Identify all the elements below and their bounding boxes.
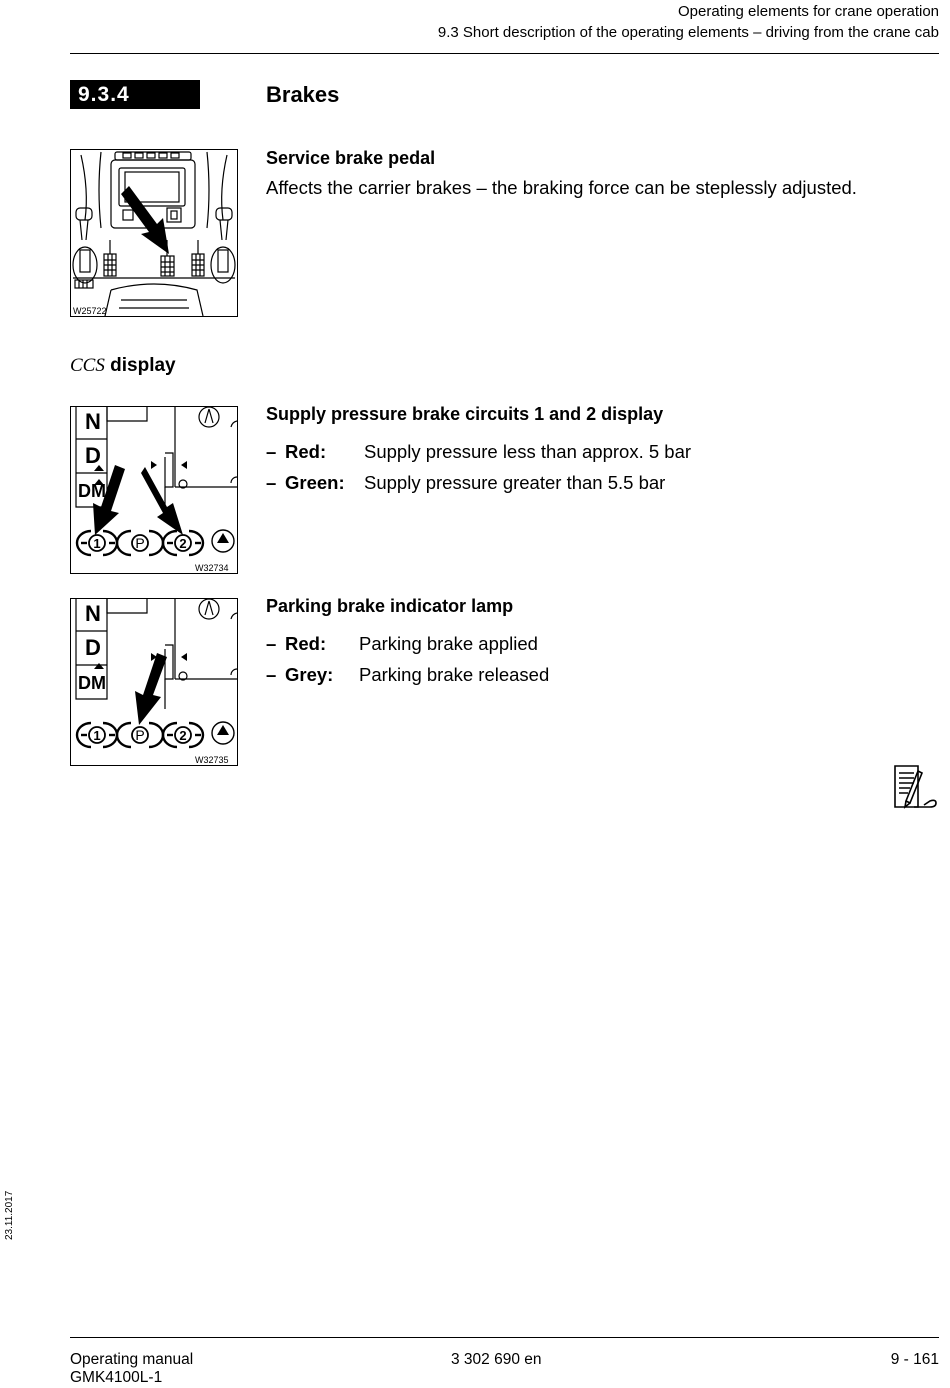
circuit-1-symbol: 1 — [93, 728, 101, 743]
item-label: Green: — [285, 472, 345, 493]
figure-id: W32734 — [195, 563, 229, 573]
footer-page-number: 9 - 161 — [890, 1351, 939, 1368]
item-label: Red: — [285, 633, 327, 654]
circuit-1-symbol: 1 — [93, 536, 101, 551]
header-rule — [70, 53, 939, 54]
item-value: Supply pressure greater than 5.5 bar — [364, 472, 666, 493]
item-value: Parking brake applied — [359, 633, 538, 654]
section-number: 9.3.4 — [70, 80, 200, 109]
header-section: 9.3 Short description of the operating elements – driving from the crane cab — [437, 24, 939, 41]
item-value: Parking brake released — [359, 664, 550, 685]
ccs-display-label: display — [104, 355, 176, 376]
item-label: Red: — [285, 441, 327, 462]
gear-dm-label: DM — [78, 481, 106, 501]
header-chapter: Operating elements for crane operation — [678, 3, 939, 20]
circuit-2-symbol: 2 — [179, 728, 187, 743]
footer-manual: Operating manual — [70, 1351, 194, 1368]
item-label: Grey: — [285, 664, 334, 685]
figure-supply-pressure-display — [70, 406, 238, 574]
gear-dm-label: DM — [78, 673, 106, 693]
supply-pressure-item-green: – Green: Supply pressure greater than 5.5 bar — [266, 472, 666, 493]
supply-pressure-item-red: – Red: Supply pressure less than approx. 5 bar — [266, 441, 692, 462]
parking-brake-item-grey: – Grey: Parking brake released — [266, 664, 550, 685]
gear-n-label: N — [85, 601, 101, 626]
service-brake-heading: Service brake pedal — [266, 148, 436, 168]
parking-brake-item-red: – Red: Parking brake applied — [266, 633, 538, 654]
parking-p-symbol: P — [135, 535, 145, 551]
circuit-2-symbol: 2 — [179, 536, 187, 551]
footer-model: GMK4100L-1 — [70, 1369, 163, 1386]
ccs-display-illustration-circuits — [71, 407, 237, 573]
ccs-brand: CCS — [70, 355, 105, 376]
figure-id: W25722 — [73, 306, 107, 316]
parking-brake-heading: Parking brake indicator lamp — [266, 596, 514, 616]
figure-parking-brake-display — [70, 598, 238, 766]
manual-note-icon — [892, 763, 938, 813]
supply-pressure-heading: Supply pressure brake circuits 1 and 2 display — [266, 404, 664, 424]
footer-doc-number: 3 302 690 en — [451, 1351, 542, 1368]
margin-date: 23.11.2017 — [4, 1190, 15, 1240]
figure-id: W32735 — [195, 755, 229, 765]
service-brake-description: Affects the carrier brakes – the braking force can be steplessly adjusted. — [266, 177, 857, 198]
item-value: Supply pressure less than approx. 5 bar — [364, 441, 692, 462]
gear-d-label: D — [85, 443, 101, 468]
ccs-display-heading — [70, 353, 176, 379]
figure-service-brake-pedal — [70, 149, 238, 317]
footer-rule — [70, 1337, 939, 1338]
parking-p-symbol: P — [135, 727, 145, 743]
cab-footwell-illustration — [71, 150, 237, 316]
section-title: Brakes — [266, 82, 340, 107]
ccs-display-illustration-parking — [71, 599, 237, 765]
gear-n-label: N — [85, 409, 101, 434]
gear-d-label: D — [85, 635, 101, 660]
